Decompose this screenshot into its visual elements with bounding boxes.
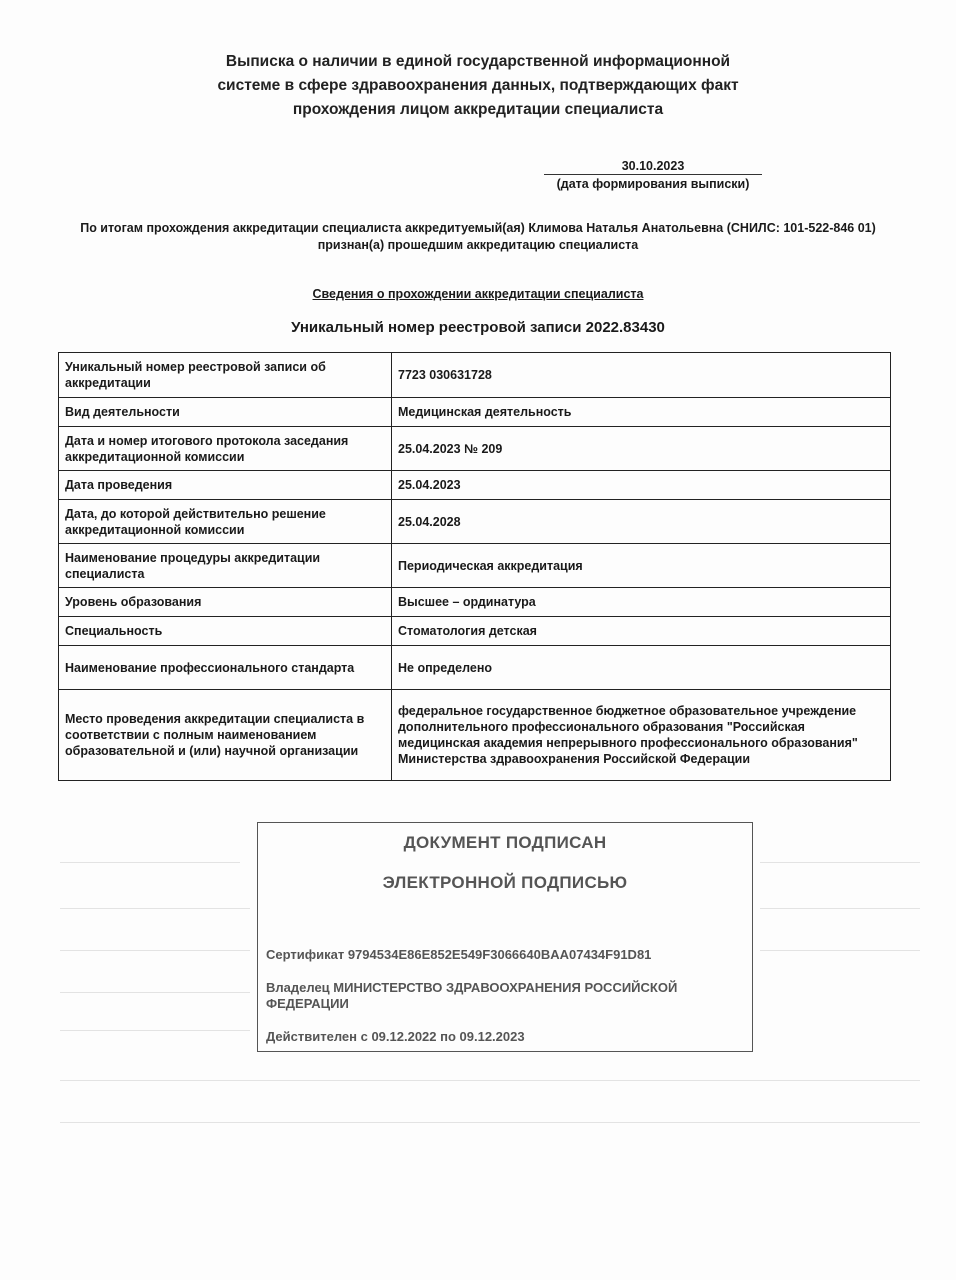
row-label: Место проведения аккредитации специалиста в соответствии с полным наименованием образовательной и (или) научной организации — [59, 690, 392, 781]
issue-date: 30.10.2023 — [544, 159, 762, 175]
row-label: Наименование профессионального стандарта — [59, 646, 392, 690]
table-row — [59, 500, 891, 544]
stamp-validity: Действителен с 09.12.2022 по 09.12.2023 — [266, 1029, 525, 1044]
row-value: 25.04.2023 — [392, 471, 891, 500]
row-label: Уникальный номер реестровой записи об аккредитации — [59, 353, 392, 398]
row-value: 7723 030631728 — [392, 353, 891, 398]
title-line: Выписка о наличии в единой государственной информационной — [225, 53, 731, 70]
stamp-certificate: Сертификат 9794534E86E852E549F3066640BAA07434F91D81 — [266, 947, 652, 962]
bleed-through-line — [60, 992, 250, 993]
row-label: Дата проведения — [59, 471, 392, 500]
row-label: Специальность — [59, 617, 392, 646]
table-row — [59, 353, 891, 398]
bleed-through-line — [760, 908, 920, 909]
row-value: федеральное государственное бюджетное образовательное учреждение дополнительного профессионального образования "Российская медицинская академия непрерывного профессионального образования" Министерства здравоохранения Российской Федерации — [392, 690, 891, 781]
section-heading: Сведения о прохождении аккредитации специалиста — [312, 287, 644, 301]
bleed-through-line — [60, 1122, 920, 1123]
stamp-title: ДОКУМЕНТ ПОДПИСАН — [403, 833, 607, 852]
table-row — [59, 471, 891, 500]
row-label: Дата и номер итогового протокола заседания аккредитационной комиссии — [59, 427, 392, 471]
title-line: прохождения лицом аккредитации специалиста — [292, 101, 664, 118]
table-row — [59, 617, 891, 646]
table-row — [59, 398, 891, 427]
table-row — [59, 427, 891, 471]
row-value: 25.04.2023 № 209 — [392, 427, 891, 471]
row-label: Наименование процедуры аккредитации специалиста — [59, 544, 392, 588]
document-title — [120, 50, 836, 122]
table-row — [59, 690, 891, 781]
stamp-subtitle: ЭЛЕКТРОННОЙ ПОДПИСЬЮ — [382, 873, 628, 892]
bleed-through-line — [60, 1030, 250, 1031]
row-value: Медицинская деятельность — [392, 398, 891, 427]
bleed-through-line — [60, 1080, 920, 1081]
row-value: Стоматология детская — [392, 617, 891, 646]
accreditation-table — [58, 352, 891, 781]
row-value: Не определено — [392, 646, 891, 690]
bleed-through-line — [60, 908, 250, 909]
bleed-through-line — [60, 862, 240, 863]
electronic-signature-stamp — [257, 822, 753, 1052]
intro-paragraph: По итогам прохождения аккредитации специалиста аккредитуемый(ая) Климова Наталья Анатольевна (СНИЛС: 101-522-846 01) признан(а) прошедшим аккредитацию специалиста — [80, 221, 876, 252]
stamp-owner: Владелец МИНИСТЕРСТВО ЗДРАВООХРАНЕНИЯ РОССИЙСКОЙ ФЕДЕРАЦИИ — [266, 980, 678, 1011]
row-label: Уровень образования — [59, 588, 392, 617]
row-label: Дата, до которой действительно решение аккредитационной комиссии — [59, 500, 392, 544]
bleed-through-line — [760, 950, 920, 951]
table-row — [59, 588, 891, 617]
bleed-through-line — [60, 950, 250, 951]
bleed-through-line — [760, 862, 920, 863]
issue-date-block — [540, 159, 766, 191]
row-value: 25.04.2028 — [392, 500, 891, 544]
row-label: Вид деятельности — [59, 398, 392, 427]
row-value: Высшее – ординатура — [392, 588, 891, 617]
table-row — [59, 646, 891, 690]
table-row — [59, 544, 891, 588]
title-line: системе в сфере здравоохранения данных, подтверждающих факт — [217, 77, 739, 94]
issue-date-caption: (дата формирования выписки) — [556, 177, 750, 191]
row-value: Периодическая аккредитация — [392, 544, 891, 588]
registry-number-heading: Уникальный номер реестровой записи 2022.83430 — [291, 319, 665, 336]
